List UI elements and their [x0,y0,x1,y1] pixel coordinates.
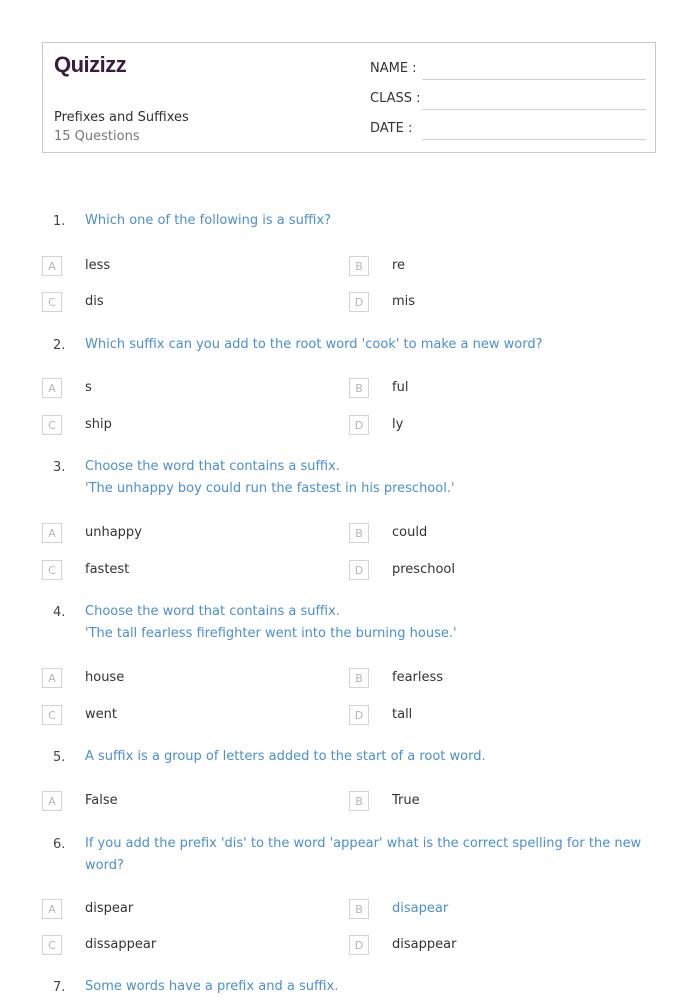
question-number: 2. [53,338,66,353]
option-letter: B [349,668,369,688]
question-number: 6. [53,837,66,852]
option-letter: D [349,560,369,580]
question-text: If you add the prefix 'dis' to the word 'appear' what is the correct spelling for the new word? [85,836,642,873]
date-label: DATE : [370,121,413,136]
option-text: unhappy [85,525,142,540]
name-label: NAME : [370,61,417,76]
worksheet-title: Prefixes and Suffixes [54,110,189,125]
question-number: 4. [53,605,66,620]
question-line-1: Choose the word that contains a suffix. [85,459,340,474]
option-text: dissappear [85,937,157,952]
option-text: dispear [85,901,134,916]
option-letter: A [42,256,62,276]
question-line-2: 'The unhappy boy could run the fastest in his preschool.' [85,481,455,496]
option-letter: D [349,292,369,312]
option-letter: B [349,378,369,398]
option-letter: C [42,560,62,580]
question-number: 7. [53,980,66,995]
option-text: could [392,525,428,540]
option-letter: D [349,935,369,955]
option-text: False [85,793,118,808]
question-line-2: 'The tall fearless firefighter went into the burning house.' [85,626,457,641]
option-letter: B [349,523,369,543]
option-letter: C [42,292,62,312]
option-text: house [85,670,125,685]
option-text: mis [392,294,416,309]
option-text: dis [85,294,104,309]
question-number: 1. [53,214,66,229]
date-field [370,121,646,141]
question-text: Which suffix can you add to the root word 'cook' to make a new word? [85,337,543,352]
question-text: A suffix is a group of letters added to the start of a root word. [85,749,486,764]
option-text: re [392,258,406,273]
question-text [85,456,650,500]
option-letter: A [42,668,62,688]
option-text: less [85,258,111,273]
option-letter: A [42,899,62,919]
option-letter: B [349,899,369,919]
option-letter: A [42,378,62,398]
question-number: 3. [53,460,66,475]
quizizz-logo: Quizizz [54,52,127,77]
option-text: preschool [392,562,455,577]
worksheet-header [42,42,656,153]
class-line [422,109,646,110]
name-line [422,79,646,80]
question-line-1: Choose the word that contains a suffix. [85,604,340,619]
option-text: disapear [392,901,449,916]
option-letter: C [42,935,62,955]
option-letter: B [349,791,369,811]
question-text: Which one of the following is a suffix? [85,213,332,228]
option-letter: D [349,415,369,435]
option-letter: A [42,523,62,543]
question-count: 15 Questions [54,129,140,144]
class-field [370,91,646,111]
class-label: CLASS : [370,91,421,106]
option-text: tall [392,707,413,722]
option-letter: D [349,705,369,725]
option-text: s [85,380,92,395]
name-field [370,61,646,81]
option-letter: A [42,791,62,811]
question-number: 5. [53,750,66,765]
option-letter: C [42,415,62,435]
option-text: True [392,793,420,808]
question-text [85,601,650,645]
option-text: fastest [85,562,130,577]
option-text: ly [392,417,404,432]
date-line [422,139,646,140]
option-letter: B [349,256,369,276]
option-text: went [85,707,117,722]
option-text: ful [392,380,409,395]
option-text: ship [85,417,112,432]
question-text: Some words have a prefix and a suffix. [85,979,339,994]
option-letter: C [42,705,62,725]
option-text: fearless [392,670,444,685]
option-text: disappear [392,937,457,952]
